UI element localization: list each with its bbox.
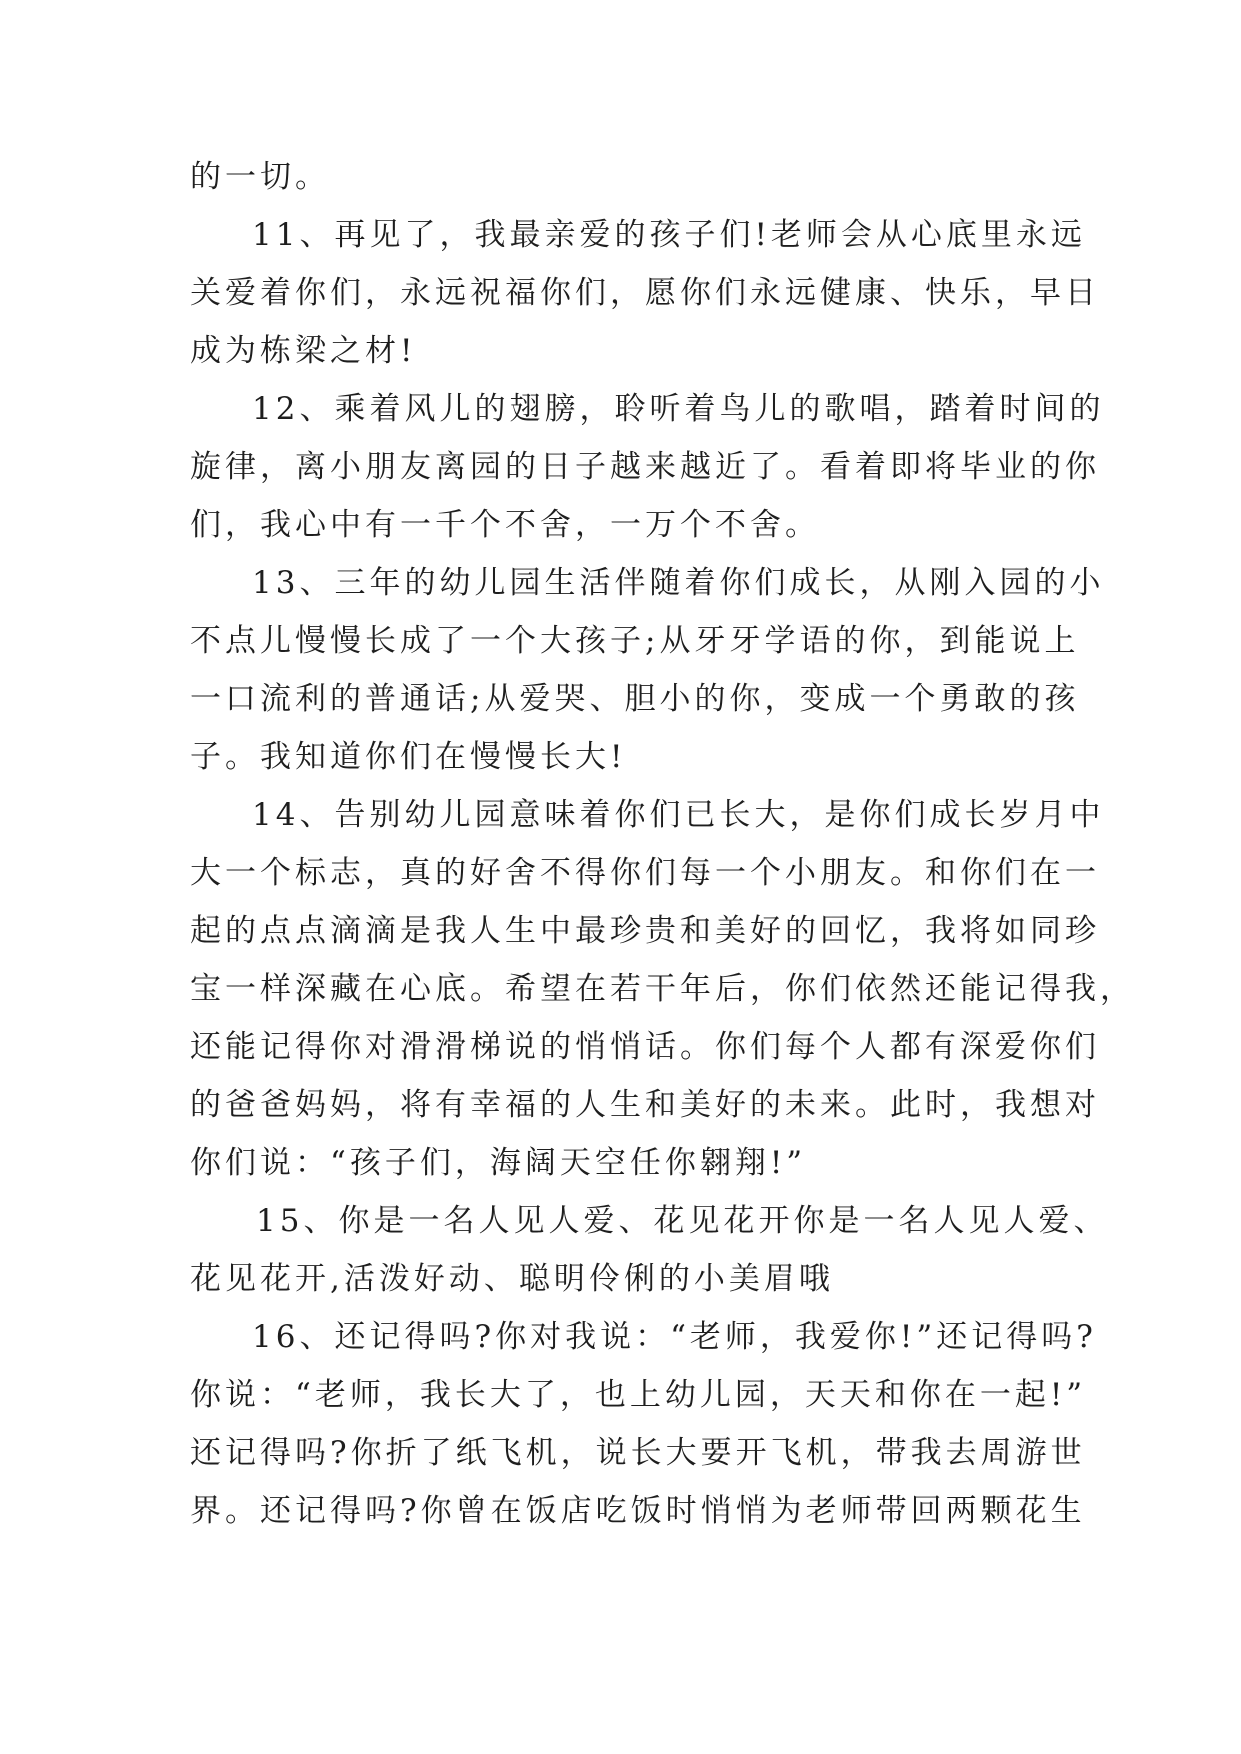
text-line: 大一个标志，真的好舍不得你们每一个小朋友。和你们在一 — [190, 855, 1100, 891]
text-line: 成为栋梁之材! — [190, 333, 417, 369]
text-line: 你说：“老师，我长大了，也上幼儿园，天天和你在一起!” — [190, 1377, 1087, 1413]
text-line: 关爱着你们，永远祝福你们，愿你们永远健康、快乐，早日 — [190, 275, 1100, 311]
text-line: 旋律，离小朋友离园的日子越来越近了。看着即将毕业的你 — [190, 449, 1100, 485]
paragraph-12 — [190, 380, 1105, 554]
text-line: 不点儿慢慢长成了一个大孩子;从牙牙学语的你，到能说上 — [190, 623, 1080, 659]
text-line: 界。还记得吗?你曾在饭店吃饭时悄悄为老师带回两颗花生 — [190, 1493, 1086, 1529]
text-line: 12、乘着风儿的翅膀，聆听着鸟儿的歌唱，踏着时间的 — [252, 391, 1105, 427]
text-line: 子。我知道你们在慢慢长大! — [190, 739, 627, 775]
text-line: 还记得吗?你折了纸飞机，说长大要开飞机，带我去周游世 — [190, 1435, 1086, 1471]
text-line: 还能记得你对滑滑梯说的悄悄话。你们每个人都有深爱你们 — [190, 1029, 1100, 1065]
paragraph-11 — [190, 206, 1100, 380]
text-line: 的爸爸妈妈，将有幸福的人生和美好的未来。此时，我想对 — [190, 1087, 1100, 1123]
document-body — [190, 148, 1135, 1540]
text-line: 起的点点滴滴是我人生中最珍贵和美好的回忆，我将如同珍 — [190, 913, 1100, 949]
text-line: 15、你是一名人见人爱、花见花开你是一名人见人爱、 — [256, 1203, 1109, 1239]
paragraph-14 — [190, 786, 1135, 1192]
text-line: 13、三年的幼儿园生活伴随着你们成长，从刚入园的小 — [252, 565, 1105, 601]
text-line: 们，我心中有一千个不舍，一万个不舍。 — [190, 507, 820, 543]
text-line: 一口流利的普通话;从爱哭、胆小的你，变成一个勇敢的孩 — [190, 681, 1080, 717]
text-line: 宝一样深藏在心底。希望在若干年后，你们依然还能记得我， — [190, 971, 1135, 1007]
text-line: 11、再见了，我最亲爱的孩子们!老师会从心底里永远 — [252, 217, 1086, 253]
text-line: 14、告别幼儿园意味着你们已长大，是你们成长岁月中 — [252, 797, 1105, 833]
paragraph-15 — [190, 1192, 1109, 1308]
text-line: 你们说：“孩子们，海阔天空任你翱翔!” — [190, 1145, 807, 1181]
text-line: 16、还记得吗?你对我说：“老师，我爱你!”还记得吗? — [252, 1319, 1097, 1355]
paragraph-13 — [190, 554, 1105, 786]
text-line: 的一切。 — [190, 159, 330, 195]
paragraph-10-tail — [190, 148, 1050, 206]
text-line: 花见花开,活泼好动、聪明伶俐的小美眉哦 — [190, 1261, 834, 1297]
paragraph-16 — [190, 1308, 1097, 1540]
